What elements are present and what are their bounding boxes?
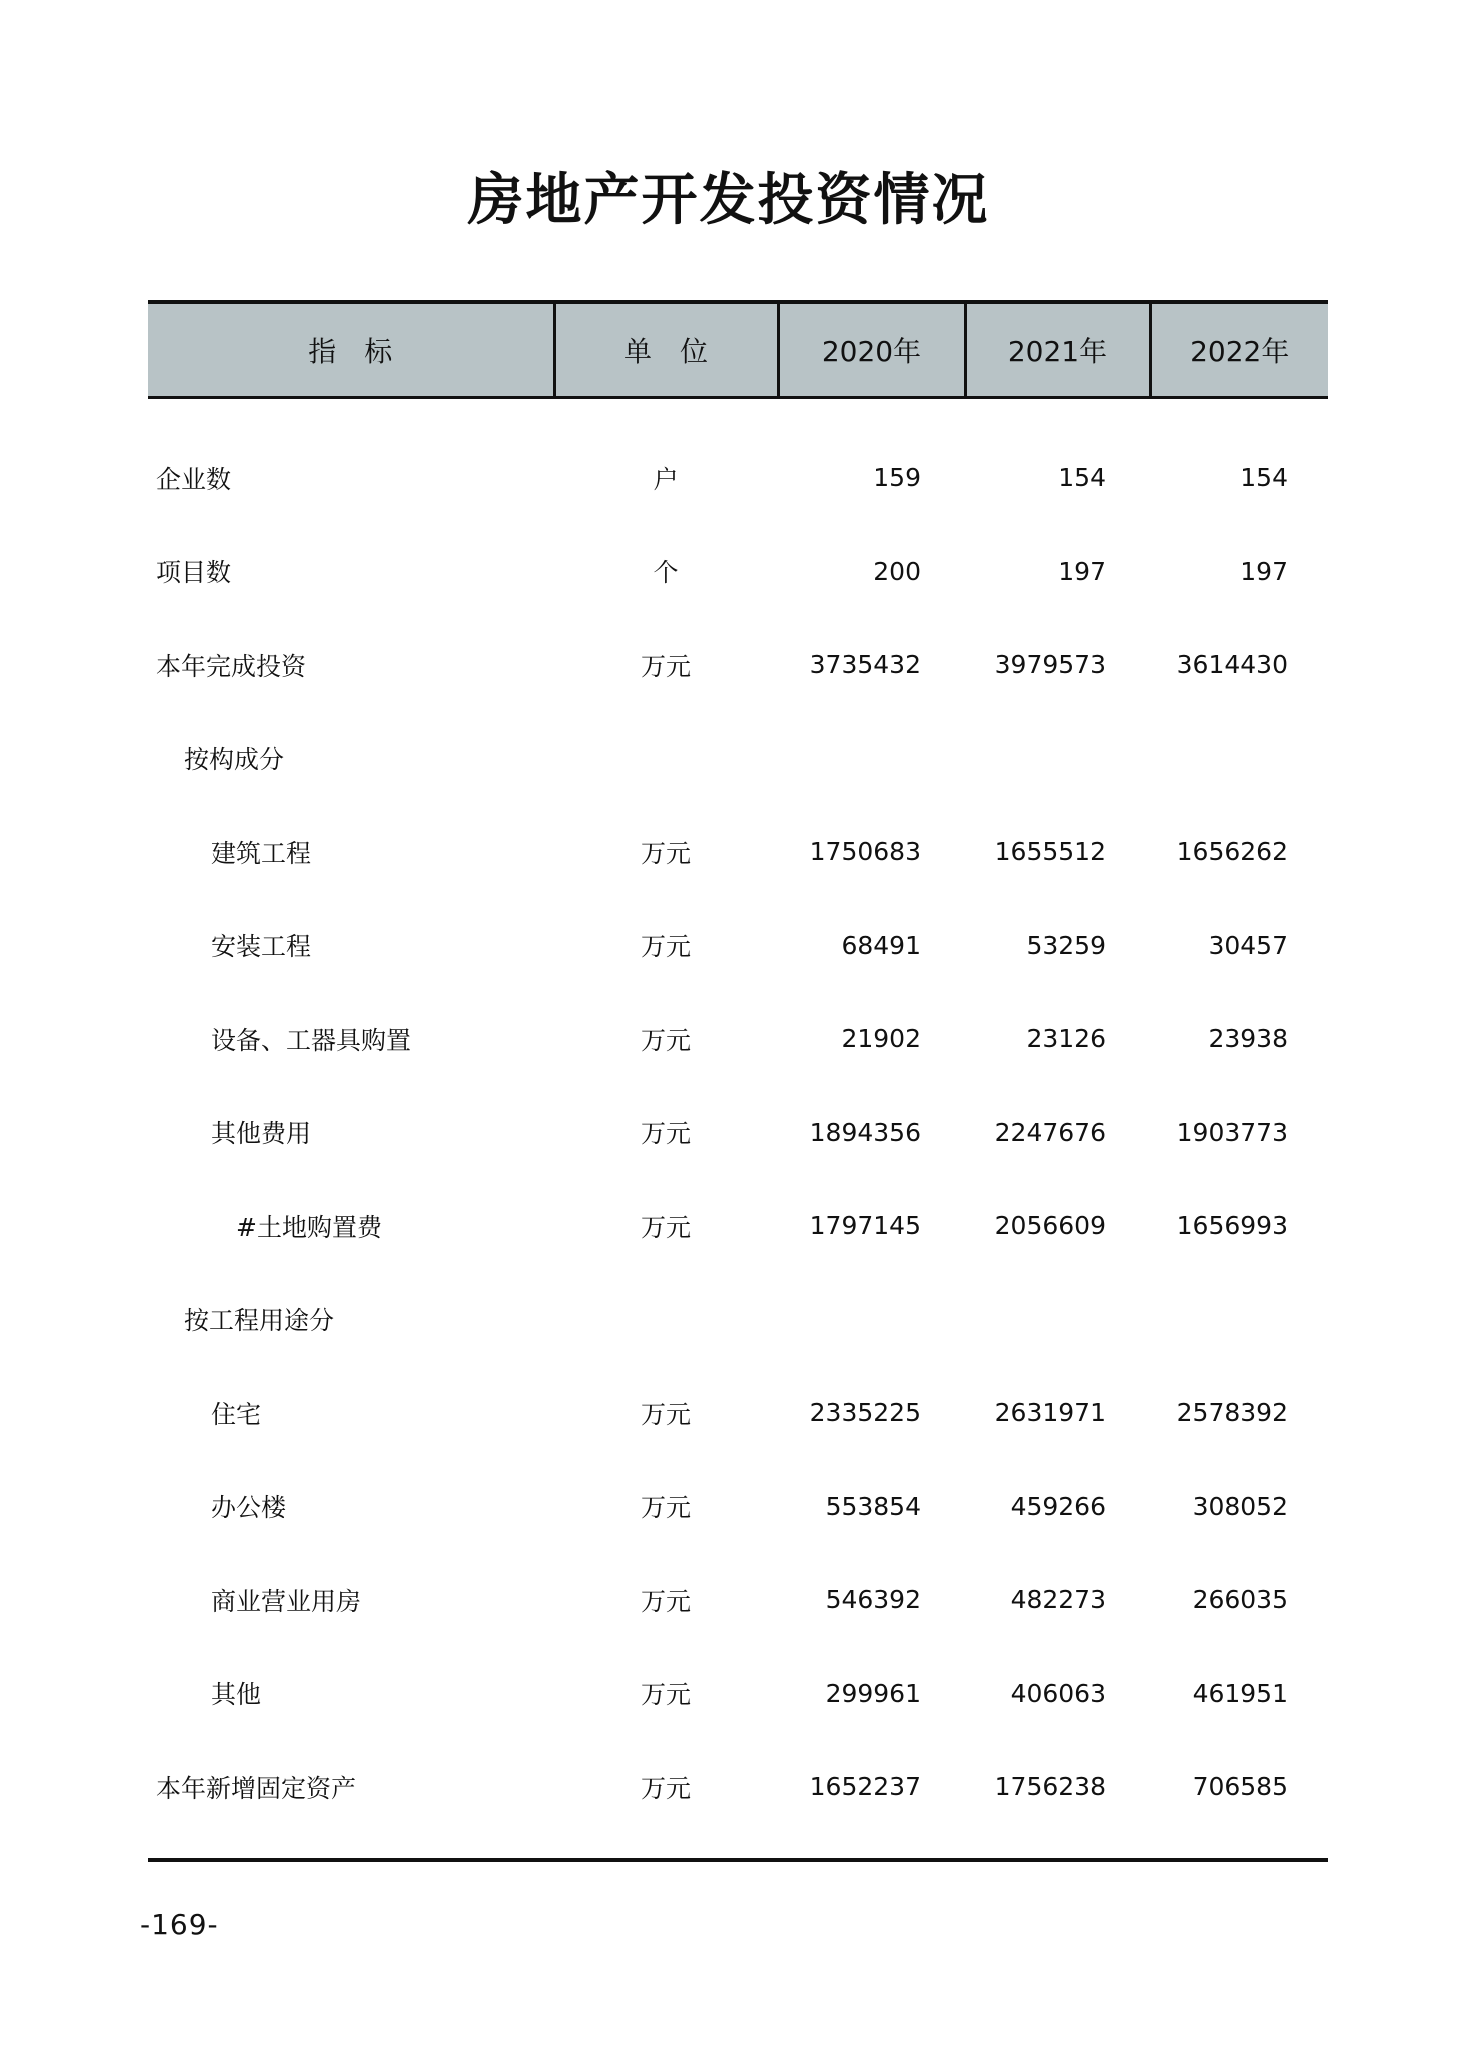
row-value-2022: 1656993	[1176, 1211, 1288, 1241]
row-value-2020: 553854	[825, 1491, 921, 1521]
row-value-2022: 23938	[1208, 1024, 1288, 1054]
header-year-2022: 2022年	[1150, 302, 1328, 398]
row-unit: 万元	[640, 838, 691, 868]
row-value-2022: 154	[1240, 463, 1288, 493]
row-value-2022: 3614430	[1176, 650, 1288, 680]
table-row	[148, 1086, 1328, 1180]
row-unit: 户	[653, 464, 679, 494]
row-value-2021	[965, 1273, 1150, 1367]
row-label: 商业营业用房	[211, 1586, 362, 1616]
row-value-2022: 197	[1240, 556, 1288, 586]
header-year-2021: 2021年	[965, 302, 1150, 398]
row-value-2020: 1750683	[809, 837, 921, 867]
table-row	[148, 525, 1328, 619]
row-value-2022: 2578392	[1176, 1398, 1288, 1428]
row-value-2022: 308052	[1192, 1491, 1288, 1521]
row-label: 建筑工程	[211, 838, 312, 868]
row-value-2021	[965, 712, 1150, 806]
table-section-row	[148, 1273, 1328, 1367]
row-unit: 万元	[640, 1586, 691, 1616]
row-label: 项目数	[156, 558, 232, 588]
table-row	[148, 805, 1328, 899]
header-year-2020: 2020年	[778, 302, 965, 398]
row-value-2020: 159	[873, 463, 921, 493]
row-value-2021: 197	[1058, 556, 1106, 586]
table-row	[148, 1647, 1328, 1741]
row-value-2020	[778, 712, 965, 806]
row-label: #土地购置费	[236, 1212, 382, 1242]
row-label: 本年完成投资	[156, 651, 307, 681]
row-value-2020: 200	[873, 556, 921, 586]
table-spacer	[148, 398, 1328, 432]
table-row	[148, 618, 1328, 712]
row-unit: 万元	[640, 932, 691, 962]
row-value-2022	[1150, 712, 1328, 806]
table-section-row	[148, 712, 1328, 806]
row-unit: 万元	[640, 1773, 691, 1803]
row-label: 其他费用	[211, 1119, 312, 1149]
row-label: 安装工程	[211, 932, 312, 962]
row-unit	[554, 1273, 778, 1367]
row-value-2021: 459266	[1010, 1491, 1106, 1521]
table-bottom-rule	[148, 1858, 1328, 1862]
table-row	[148, 1740, 1328, 1834]
row-value-2022: 1903773	[1176, 1117, 1288, 1147]
table-header-row	[148, 302, 1328, 398]
row-value-2020: 546392	[825, 1585, 921, 1615]
row-value-2020: 1894356	[809, 1117, 921, 1147]
section-label: 按工程用途分	[184, 1306, 335, 1336]
row-unit: 万元	[640, 1680, 691, 1710]
table-row	[148, 1179, 1328, 1273]
row-label: 其他	[211, 1680, 262, 1710]
row-unit: 万元	[640, 651, 691, 681]
header-indicator: 指 标	[148, 302, 554, 398]
row-unit: 万元	[640, 1493, 691, 1523]
row-unit	[554, 712, 778, 806]
row-value-2021: 154	[1058, 463, 1106, 493]
row-unit: 万元	[640, 1212, 691, 1242]
row-value-2021: 1655512	[994, 837, 1106, 867]
row-label: 办公楼	[211, 1493, 287, 1523]
page-title: 房地产开发投资情况	[467, 167, 990, 233]
row-value-2020	[778, 1273, 965, 1367]
row-label: 本年新增固定资产	[156, 1773, 357, 1803]
row-value-2021: 2247676	[994, 1117, 1106, 1147]
row-label: 企业数	[156, 464, 232, 494]
table-row	[148, 1366, 1328, 1460]
row-value-2021: 482273	[1010, 1585, 1106, 1615]
row-value-2021: 2631971	[994, 1398, 1106, 1428]
investment-table	[148, 300, 1328, 1834]
row-value-2022: 706585	[1192, 1772, 1288, 1802]
row-unit: 万元	[640, 1119, 691, 1149]
row-value-2020: 1797145	[809, 1211, 921, 1241]
table-row	[148, 1553, 1328, 1647]
row-value-2022	[1150, 1273, 1328, 1367]
row-value-2020: 21902	[841, 1024, 921, 1054]
row-value-2022: 266035	[1192, 1585, 1288, 1615]
header-unit: 单 位	[554, 302, 778, 398]
row-value-2021: 53259	[1026, 930, 1106, 960]
row-value-2022: 1656262	[1176, 837, 1288, 867]
row-value-2021: 406063	[1010, 1678, 1106, 1708]
row-value-2022: 30457	[1208, 930, 1288, 960]
table-row	[148, 992, 1328, 1086]
row-value-2021: 23126	[1026, 1024, 1106, 1054]
row-unit: 个	[653, 558, 679, 588]
row-value-2020: 68491	[841, 930, 921, 960]
table-row	[148, 431, 1328, 525]
row-value-2020: 2335225	[809, 1398, 921, 1428]
row-value-2021: 2056609	[994, 1211, 1106, 1241]
row-label: 设备、工器具购置	[211, 1025, 412, 1055]
page-number: -169-	[140, 1908, 219, 1941]
row-unit: 万元	[640, 1025, 691, 1055]
row-value-2020: 3735432	[809, 650, 921, 680]
table-row	[148, 899, 1328, 993]
row-value-2021: 1756238	[994, 1772, 1106, 1802]
section-label: 按构成分	[184, 745, 285, 775]
row-value-2021: 3979573	[994, 650, 1106, 680]
row-value-2020: 299961	[825, 1678, 921, 1708]
table-row	[148, 1460, 1328, 1554]
row-value-2020: 1652237	[809, 1772, 921, 1802]
row-unit: 万元	[640, 1399, 691, 1429]
row-label: 住宅	[211, 1399, 262, 1429]
row-value-2022: 461951	[1192, 1678, 1288, 1708]
